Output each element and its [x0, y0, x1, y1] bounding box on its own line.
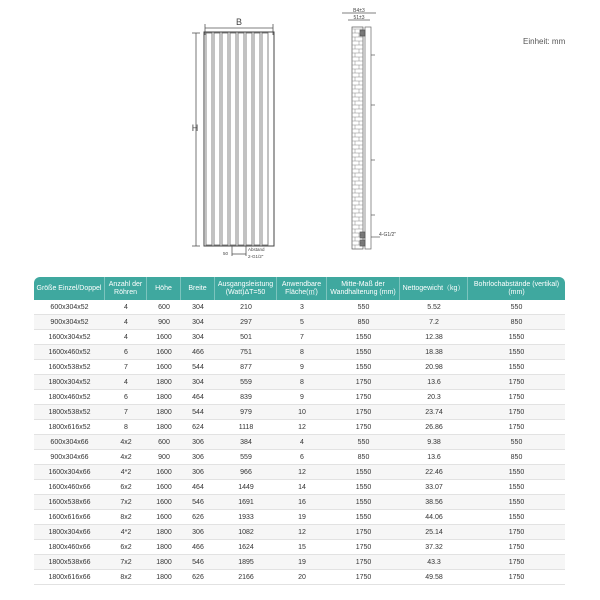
table-cell: 43.3	[400, 555, 468, 570]
table-cell: 12.38	[400, 330, 468, 345]
column-header: Höhe	[147, 277, 181, 300]
table-cell: 306	[181, 435, 215, 450]
table-cell: 6	[105, 345, 147, 360]
table-cell: 1550	[468, 345, 565, 360]
column-header: Ausgangsleistung (Watt)ΔT=50	[215, 277, 277, 300]
table-cell: 20	[277, 570, 327, 585]
table-cell: 1800x304x52	[34, 375, 105, 390]
table-cell: 306	[181, 525, 215, 540]
table-cell: 306	[181, 450, 215, 465]
table-cell: 1082	[215, 525, 277, 540]
table-row	[34, 375, 565, 390]
table-row	[34, 360, 565, 375]
table-cell: 1600	[147, 345, 181, 360]
table-cell: 1800	[147, 420, 181, 435]
table-cell: 751	[215, 345, 277, 360]
table-cell: 466	[181, 540, 215, 555]
table-cell: 22.46	[400, 465, 468, 480]
table-row	[34, 405, 565, 420]
table-row	[34, 315, 565, 330]
table-cell: 4	[277, 435, 327, 450]
table-cell: 1600	[147, 495, 181, 510]
table-cell: 13.6	[400, 450, 468, 465]
table-cell: 20.3	[400, 390, 468, 405]
table-cell: 4	[105, 300, 147, 315]
table-cell: 9	[277, 360, 327, 375]
table-cell: 5	[277, 315, 327, 330]
table-cell: 1449	[215, 480, 277, 495]
column-header: Nettogewicht（kg）	[400, 277, 468, 300]
side-hatching	[352, 29, 363, 249]
side-view	[342, 13, 380, 249]
table-row	[34, 345, 565, 360]
table-cell: 877	[215, 360, 277, 375]
table-cell: 544	[181, 360, 215, 375]
table-cell: 900	[147, 315, 181, 330]
table-cell: 4x2	[105, 450, 147, 465]
table-cell: 1550	[468, 330, 565, 345]
table-cell: 1933	[215, 510, 277, 525]
table-cell: 1600	[147, 480, 181, 495]
table-cell: 7	[277, 330, 327, 345]
table-cell: 464	[181, 480, 215, 495]
table-cell: 12	[277, 465, 327, 480]
table-cell: 546	[181, 555, 215, 570]
table-cell: 4*2	[105, 525, 147, 540]
side-pipe-label: 4-G1/2"	[379, 232, 397, 238]
table-cell: 1600x538x66	[34, 495, 105, 510]
table-cell: 1550	[327, 480, 400, 495]
table-cell: 1550	[327, 330, 400, 345]
table-cell: 1600	[147, 510, 181, 525]
table-cell: 44.06	[400, 510, 468, 525]
table-cell: 626	[181, 570, 215, 585]
table-cell: 19	[277, 555, 327, 570]
table-row	[34, 540, 565, 555]
table-cell: 1550	[468, 495, 565, 510]
table-cell: 550	[468, 300, 565, 315]
table-cell: 1600x460x52	[34, 345, 105, 360]
table-cell: 38.56	[400, 495, 468, 510]
table-cell: 10	[277, 405, 327, 420]
table-cell: 3	[277, 300, 327, 315]
table-cell: 1750	[327, 390, 400, 405]
table-cell: 14	[277, 480, 327, 495]
table-cell: 4	[105, 315, 147, 330]
table-cell: 1550	[468, 465, 565, 480]
table-cell: 1118	[215, 420, 277, 435]
table-cell: 850	[468, 315, 565, 330]
table-cell: 1750	[468, 405, 565, 420]
table-cell: 1750	[468, 540, 565, 555]
table-cell: 839	[215, 390, 277, 405]
table-cell: 304	[181, 300, 215, 315]
unit-label: Einheit: mm	[523, 37, 566, 46]
table-cell: 304	[181, 330, 215, 345]
table-cell: 384	[215, 435, 277, 450]
table-cell: 1750	[468, 570, 565, 585]
table-cell: 1800	[147, 405, 181, 420]
table-cell: 1550	[327, 345, 400, 360]
table-cell: 1550	[468, 360, 565, 375]
table-cell: 600x304x66	[34, 435, 105, 450]
table-cell: 6x2	[105, 540, 147, 555]
height-label: H	[191, 123, 199, 133]
table-cell: 33.07	[400, 480, 468, 495]
table-cell: 49.58	[400, 570, 468, 585]
radiator-tubes	[206, 33, 268, 245]
table-cell: 850	[468, 450, 565, 465]
table-cell: 18.38	[400, 345, 468, 360]
table-cell: 1550	[468, 510, 565, 525]
table-cell: 1800x538x66	[34, 555, 105, 570]
table-cell: 26.86	[400, 420, 468, 435]
table-cell: 1800x538x52	[34, 405, 105, 420]
table-cell: 1550	[327, 465, 400, 480]
table-cell: 1800x616x66	[34, 570, 105, 585]
table-row	[34, 465, 565, 480]
table-row	[34, 390, 565, 405]
table-cell: 1750	[327, 555, 400, 570]
table-row	[34, 510, 565, 525]
table-cell: 1800x460x52	[34, 390, 105, 405]
table-cell: 559	[215, 375, 277, 390]
table-cell: 1895	[215, 555, 277, 570]
table-cell: 1750	[327, 525, 400, 540]
table-cell: 1624	[215, 540, 277, 555]
table-cell: 1750	[468, 420, 565, 435]
table-body	[34, 300, 565, 585]
table-cell: 306	[181, 465, 215, 480]
table-cell: 1800x304x66	[34, 525, 105, 540]
table-cell: 624	[181, 420, 215, 435]
table-row	[34, 570, 565, 585]
table-cell: 13.6	[400, 375, 468, 390]
table-cell: 9	[277, 390, 327, 405]
table-cell: 979	[215, 405, 277, 420]
table-cell: 304	[181, 315, 215, 330]
table-cell: 1800	[147, 570, 181, 585]
table-cell: 900	[147, 450, 181, 465]
table-cell: 19	[277, 510, 327, 525]
table-cell: 1800	[147, 375, 181, 390]
table-cell: 850	[327, 450, 400, 465]
bottom-note-1: Abstand	[248, 247, 265, 252]
table-cell: 7.2	[400, 315, 468, 330]
table-cell: 550	[327, 435, 400, 450]
table-cell: 626	[181, 510, 215, 525]
table-cell: 1800x460x66	[34, 540, 105, 555]
specification-table	[34, 277, 565, 585]
table-cell: 550	[468, 435, 565, 450]
table-cell: 501	[215, 330, 277, 345]
table-cell: 466	[181, 345, 215, 360]
table-cell: 1550	[327, 510, 400, 525]
table-row	[34, 450, 565, 465]
table-cell: 4*2	[105, 465, 147, 480]
table-cell: 1600	[147, 330, 181, 345]
table-cell: 1750	[327, 375, 400, 390]
table-cell: 20.98	[400, 360, 468, 375]
table-cell: 1600	[147, 465, 181, 480]
table-cell: 1800	[147, 390, 181, 405]
table-cell: 1750	[468, 525, 565, 540]
table-cell: 8x2	[105, 570, 147, 585]
table-cell: 7x2	[105, 555, 147, 570]
table-cell: 544	[181, 405, 215, 420]
table-cell: 559	[215, 450, 277, 465]
table-cell: 1550	[327, 360, 400, 375]
table-cell: 1600x460x66	[34, 480, 105, 495]
table-header-row	[34, 277, 565, 300]
table-cell: 1750	[468, 375, 565, 390]
table-cell: 8	[277, 345, 327, 360]
table-cell: 600x304x52	[34, 300, 105, 315]
table-cell: 546	[181, 495, 215, 510]
table-cell: 850	[327, 315, 400, 330]
table-cell: 4x2	[105, 435, 147, 450]
table-cell: 8x2	[105, 510, 147, 525]
table-cell: 1600x304x66	[34, 465, 105, 480]
table-cell: 5.52	[400, 300, 468, 315]
column-header: Größe Einzel/Doppel	[34, 277, 105, 300]
table-cell: 464	[181, 390, 215, 405]
table-row	[34, 480, 565, 495]
table-cell: 7x2	[105, 495, 147, 510]
table-cell: 15	[277, 540, 327, 555]
column-header: Breite	[181, 277, 215, 300]
table-cell: 1550	[468, 480, 565, 495]
table-cell: 1800	[147, 555, 181, 570]
table-cell: 1600x616x66	[34, 510, 105, 525]
table-cell: 1750	[327, 540, 400, 555]
table-row	[34, 420, 565, 435]
table-cell: 4	[105, 375, 147, 390]
table-row	[34, 495, 565, 510]
table-cell: 900x304x66	[34, 450, 105, 465]
table-cell: 1750	[327, 420, 400, 435]
table-cell: 8	[277, 375, 327, 390]
table-cell: 900x304x52	[34, 315, 105, 330]
table-cell: 9.38	[400, 435, 468, 450]
radiator-technical-drawing	[0, 0, 600, 270]
table-cell: 1800	[147, 540, 181, 555]
table-cell: 1600	[147, 360, 181, 375]
column-header: Anzahl der Röhren	[105, 277, 147, 300]
table-cell: 1750	[327, 405, 400, 420]
front-view	[192, 24, 274, 256]
bottom-small-label: 50	[222, 251, 228, 256]
table-cell: 1750	[468, 390, 565, 405]
table-row	[34, 330, 565, 345]
table-cell: 297	[215, 315, 277, 330]
table-row	[34, 555, 565, 570]
table-cell: 1600x538x52	[34, 360, 105, 375]
table-cell: 12	[277, 420, 327, 435]
table-cell: 1800x616x52	[34, 420, 105, 435]
table-cell: 8	[105, 420, 147, 435]
table-cell: 7	[105, 360, 147, 375]
table-cell: 304	[181, 375, 215, 390]
table-cell: 1800	[147, 525, 181, 540]
table-cell: 4	[105, 330, 147, 345]
table-cell: 6	[105, 390, 147, 405]
table-cell: 16	[277, 495, 327, 510]
table-row	[34, 435, 565, 450]
table-cell: 1691	[215, 495, 277, 510]
table-cell: 1550	[327, 495, 400, 510]
bottom-note-2: 2-G1/2"	[248, 254, 264, 259]
table-cell: 12	[277, 525, 327, 540]
table-row	[34, 300, 565, 315]
column-header: Anwendbare Fläche(㎡)	[277, 277, 327, 300]
column-header: Bohrlochabstände (vertikal) (mm)	[468, 277, 565, 300]
table-cell: 2166	[215, 570, 277, 585]
table-cell: 966	[215, 465, 277, 480]
column-header: Mitte-Maß der Wandhalterung (mm)	[327, 277, 400, 300]
table-cell: 23.74	[400, 405, 468, 420]
table-cell: 1750	[468, 555, 565, 570]
table-row	[34, 525, 565, 540]
table-cell: 6x2	[105, 480, 147, 495]
table-cell: 600	[147, 435, 181, 450]
table-cell: 550	[327, 300, 400, 315]
table-cell: 1750	[327, 570, 400, 585]
width-label: B	[235, 17, 243, 27]
table-cell: 1600x304x52	[34, 330, 105, 345]
table-cell: 6	[277, 450, 327, 465]
side-top-label-2: 51±3	[353, 15, 365, 21]
table-cell: 210	[215, 300, 277, 315]
table-cell: 37.32	[400, 540, 468, 555]
side-top-label-1: B4±3	[353, 8, 365, 14]
table-cell: 7	[105, 405, 147, 420]
table-cell: 600	[147, 300, 181, 315]
table-cell: 25.14	[400, 525, 468, 540]
